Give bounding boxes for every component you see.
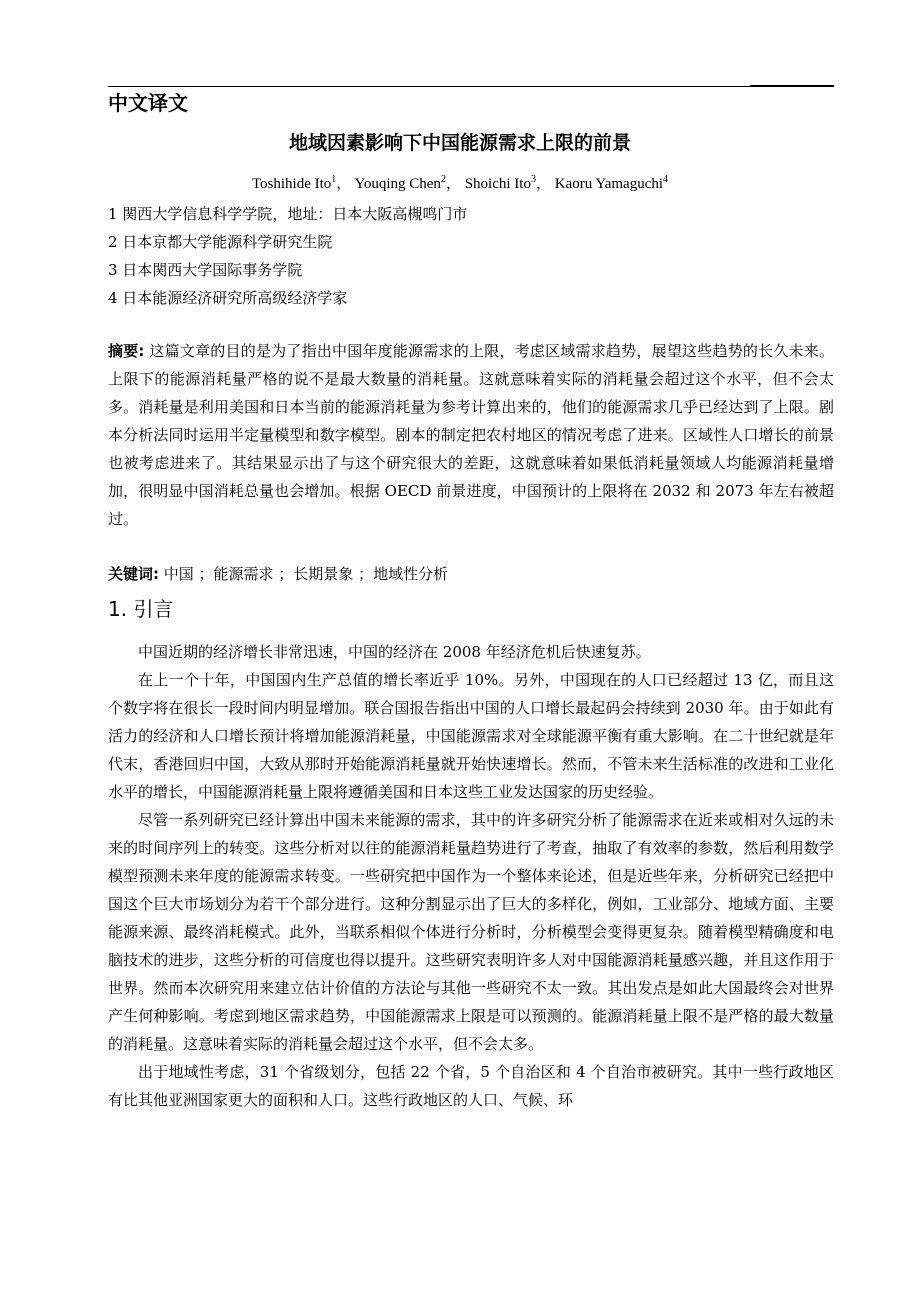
header-rule (108, 86, 834, 87)
translation-label: 中文译文 (108, 91, 188, 115)
author-separator: ， (336, 176, 352, 192)
author-name: Kaoru Yamaguchi (554, 176, 664, 192)
body-paragraph: 出于地域性考虑，31 个省级划分，包括 22 个省，5 个自治区和 4 个自治市被研究。其中一些行政地区有比其他亚洲国家更大的面积和人口。这些行政地区的人口、气候、环 (108, 1063, 834, 1109)
author-name: Toshihide Ito (251, 176, 332, 192)
affiliation-mark: 3 (530, 174, 536, 185)
author-name: Youqing Chen (354, 176, 441, 192)
author-name: Shoichi Ito (464, 176, 531, 192)
abstract-label: 摘要: (108, 342, 145, 360)
header-rule-accent (750, 85, 834, 87)
author-list (0, 174, 920, 194)
author-separator: ， (535, 176, 551, 192)
keywords-label: 关键词: (108, 565, 159, 583)
affiliation-item: 4 日本能源经济研究所高级经济学家 (108, 289, 348, 307)
affiliation-mark: 2 (440, 174, 446, 185)
affiliation-mark: 4 (663, 174, 669, 185)
abstract-text: 这篇文章的目的是为了指出中国年度能源需求的上限，考虑区域需求趋势，展望这些趋势的长久未来。上限下的能源消耗量严格的说不是最大数量的消耗量。这就意味着实际的消耗量会超过这个水平，但不会太多。消耗量是利用美国和日本当前的能源消耗量为参考计算出来的，他们的能源需求几乎已经达到了上限。剧本分析法同时运用半定量模型和数字模型。剧本的制定把农村地区的情况考虑了进来。区域性人口增长的前景也被考虑进来了。其结果显示出了与这个研究很大的差距，这就意味着如果低消耗量领域人均能源消耗量增加，很明显中国消耗总量也会增加。根据 OECD 前景进度，中国预计的上限将在 2032 和 2073 年左右被超过。 (108, 342, 834, 528)
affiliation-item: 1 関西大学信息科学学院，地址：日本大阪高槻鸣门市 (108, 205, 468, 223)
keywords (108, 561, 834, 587)
paper-title: 地域因素影响下中国能源需求上限的前景 (288, 132, 631, 154)
affiliation-mark: 1 (331, 174, 337, 185)
abstract (108, 337, 834, 533)
body-paragraph: 中国近期的经济增长非常迅速，中国的经济在 2008 年经济危机后快速复苏。 (138, 643, 651, 661)
affiliation-list (108, 200, 834, 312)
keywords-text: 中国 ；能源需求 ；长期景象 ；地域性分析 (159, 565, 449, 583)
affiliation-item: 3 日本関西大学国际事务学院 (108, 261, 303, 279)
affiliation-item: 2 日本京都大学能源科学研究生院 (108, 233, 333, 251)
author-separator: ， (445, 176, 461, 192)
body-paragraph: 在上一个十年，中国国内生产总值的增长率近乎 10%。另外，中国现在的人口已经超过 13 亿，而且这个数字将在很长一段时间内明显增加。联合国报告指出中国的人口增长最起码会持续到 2030 年。由于如此有活力的经济和人口增长预计将增加能源消耗量，中国能源需求对全球能源平衡有重大影响。在二十世纪就是年代末，香港回归中国，大致从那时开始能源消耗量就开始快速增长。然而，不管未来生活标准的改进和工业化水平的增长，中国能源消耗量上限将遵循美国和日本这些工业发达国家的历史经验。 (108, 671, 834, 801)
body-paragraph: 尽管一系列研究已经计算出中国未来能源的需求，其中的许多研究分析了能源需求在近来或相对久远的未来的时间序列上的转变。这些分析对以往的能源消耗量趋势进行了考查，抽取了有效率的参数，然后利用数学模型预测未来年度的能源需求转变。一些研究把中国作为一个整体来论述，但是近些年来，分析研究已经把中国这个巨大市场划分为若干个部分进行。这种分割显示出了巨大的多样化，例如，工业部分、地域方面、主要能源来源、最终消耗模式。此外，当联系相似个体进行分析时，分析模型会变得更复杂。随着模型精确度和电脑技术的进步，这些分析的可信度也得以提升。这些研究表明许多人对中国能源消耗量感兴趣，并且这作用于世界。然而本次研究用来建立估计价值的方法论与其他一些研究不太一致。其出发点是如此大国最终会对世界产生何种影响。考虑到地区需求趋势，中国能源需求上限是可以预测的。能源消耗量上限不是严格的最大数量的消耗量。这意味着实际的消耗量会超过这个水平，但不会太多。 (108, 811, 834, 1053)
section-body (108, 638, 834, 1114)
section-heading: 1. 引言 (108, 597, 174, 621)
